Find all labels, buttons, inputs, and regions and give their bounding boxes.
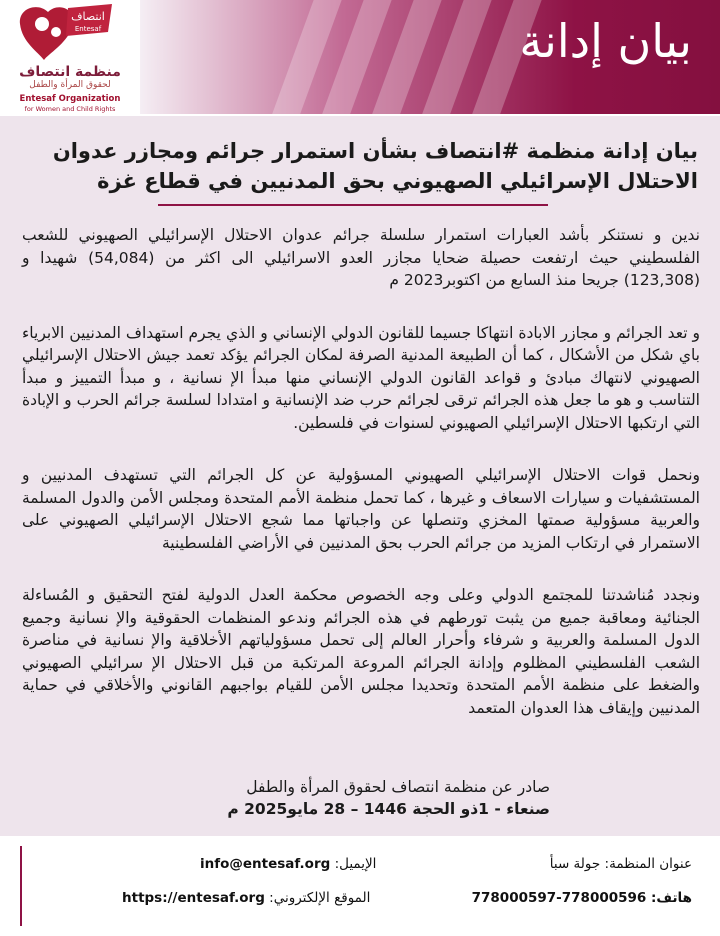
document-title: بيان إدانة منظمة #انتصاف بشأن استمرار جرائم ومجازر عدوان الاحتلال الإسرائيلي الصهيوني بحق المدنيين في قطاع غزة bbox=[52, 139, 698, 193]
paragraph: ندين و نستنكر بأشد العبارات استمرار سلسلة جرائم عدوان الاحتلال الإسرائيلي الصهيوني للشعب الفلسطيني حيث ارتفعت حصيلة ضحايا مجازر العدو الاسرائيلي الى اكثر من (54,084) شهيدا و (123,308) جريحا منذ السابع من اكتوبر2023 م bbox=[22, 226, 700, 289]
phone-label: هاتف: bbox=[651, 890, 692, 906]
logo bbox=[0, 0, 140, 116]
banner bbox=[140, 0, 720, 114]
footer-email bbox=[200, 856, 376, 872]
paragraph: و تعد الجرائم و مجازر الابادة انتهاكا جسيما للقانون الدولي الإنساني و الذي يجرم استهداف المدنيين الابرياء باي شكل من الأشكال ، كما أن الطبيعة المدنية الصرفة لمكان الجرائم يؤكد تعمد جيش الاحتلال الإسرائيلي الصهيوني لانتهاك مبادئ و قواعد القانون الدولي الإنساني منها مبدأ الإ نسانية ، و مبدأ التمييز و مبدأ التناسب و هو ما جعل هذه الجرائم ترقى لجرائم حرب ضد الإنسانية و امتدادا لسلسة جرائم الحرب و الإبادة التي ارتكبها الاحتلال الإسرائيلي الصهيوني لسنوات في فلسطين. bbox=[22, 323, 700, 432]
footer-phone bbox=[472, 890, 692, 906]
address-value: جولة سبأ bbox=[549, 856, 601, 872]
footer bbox=[0, 836, 720, 936]
footer-website bbox=[122, 890, 370, 906]
document-body bbox=[22, 224, 700, 749]
date-line: صنعاء - 1ذو الحجة 1446 – 28 مايو2025 م bbox=[227, 800, 550, 818]
paragraph: ونجدد مُناشدتنا للمجتمع الدولي وعلى وجه الخصوص محكمة العدل الدولية لفتح التحقيق و المُساءلة الجنائية ومعاقبة جميع من يثبت تورطهم في هذه الجرائم وندعو المنظمات الحقوقية والإ نسانية وجميع الدول المسلمة والعربية و شرفاء وأحرار العالم إلى تحمل مسؤولياتهم الأخلاقية والإ نسانية في مناصرة الشعب الفلسطيني المظلوم وإدانة الجرائم المروعة المرتكبة من قبل الاحتلال الإ سرائيلي الصهيوني والضغط على منظمة الأمم المتحدة وتحديدا مجلس الأمن للقيام بواجبهم القانوني والأخلاقي في حماية المدنيين وإيقاف هذا العدوان المتعمد bbox=[22, 586, 700, 717]
signature: صادر عن منظمة انتصاف لحقوق المرأة والطفل bbox=[246, 778, 550, 796]
logo-mark-icon bbox=[8, 2, 118, 62]
logo-name-ar: منظمة انتصاف bbox=[19, 64, 121, 80]
address-label: عنوان المنظمة: bbox=[604, 856, 692, 872]
header bbox=[0, 0, 720, 116]
website-link[interactable]: https://entesaf.org bbox=[122, 890, 265, 906]
svg-text:انتصاف: انتصاف bbox=[71, 10, 105, 23]
logo-subtitle-en: for Women and Child Rights bbox=[24, 105, 116, 113]
logo-name-en: Entesaf Organization bbox=[19, 94, 121, 104]
banner-title: بيان إدانة bbox=[519, 14, 692, 68]
email-label: الإيميل: bbox=[334, 856, 377, 872]
footer-address bbox=[550, 856, 692, 872]
website-label: الموقع الإلكتروني: bbox=[269, 890, 371, 906]
logo-subtitle-ar: لحقوق المرأة والطفل bbox=[29, 80, 111, 90]
signature-block bbox=[190, 776, 550, 820]
footer-divider bbox=[20, 846, 22, 926]
paragraph: ونحمل قوات الاحتلال الإسرائيلي الصهيوني المسؤولية عن كل الجرائم التي تستهدف المدنيين و المستشفيات و سيارات الاسعاف و غيرها ، كما تحمل منظمة الأمم المتحدة ومجلس الأمن والدول المسلمة والعربية مسؤولية صمتها المخزي وتنصلها عن واجباتها مما شجع الاحتلال الإسرائيلي الصهيوني على الاستمرار في ارتكاب المزيد من جرائم الحرب بحق المدنيين في الأراضي الفلسطينية bbox=[22, 466, 700, 552]
title-divider bbox=[158, 204, 548, 206]
svg-text:Entesaf: Entesaf bbox=[74, 25, 102, 33]
email-link[interactable]: info@entesaf.org bbox=[200, 856, 331, 872]
phone-value: 778000597-778000596 bbox=[471, 890, 647, 906]
